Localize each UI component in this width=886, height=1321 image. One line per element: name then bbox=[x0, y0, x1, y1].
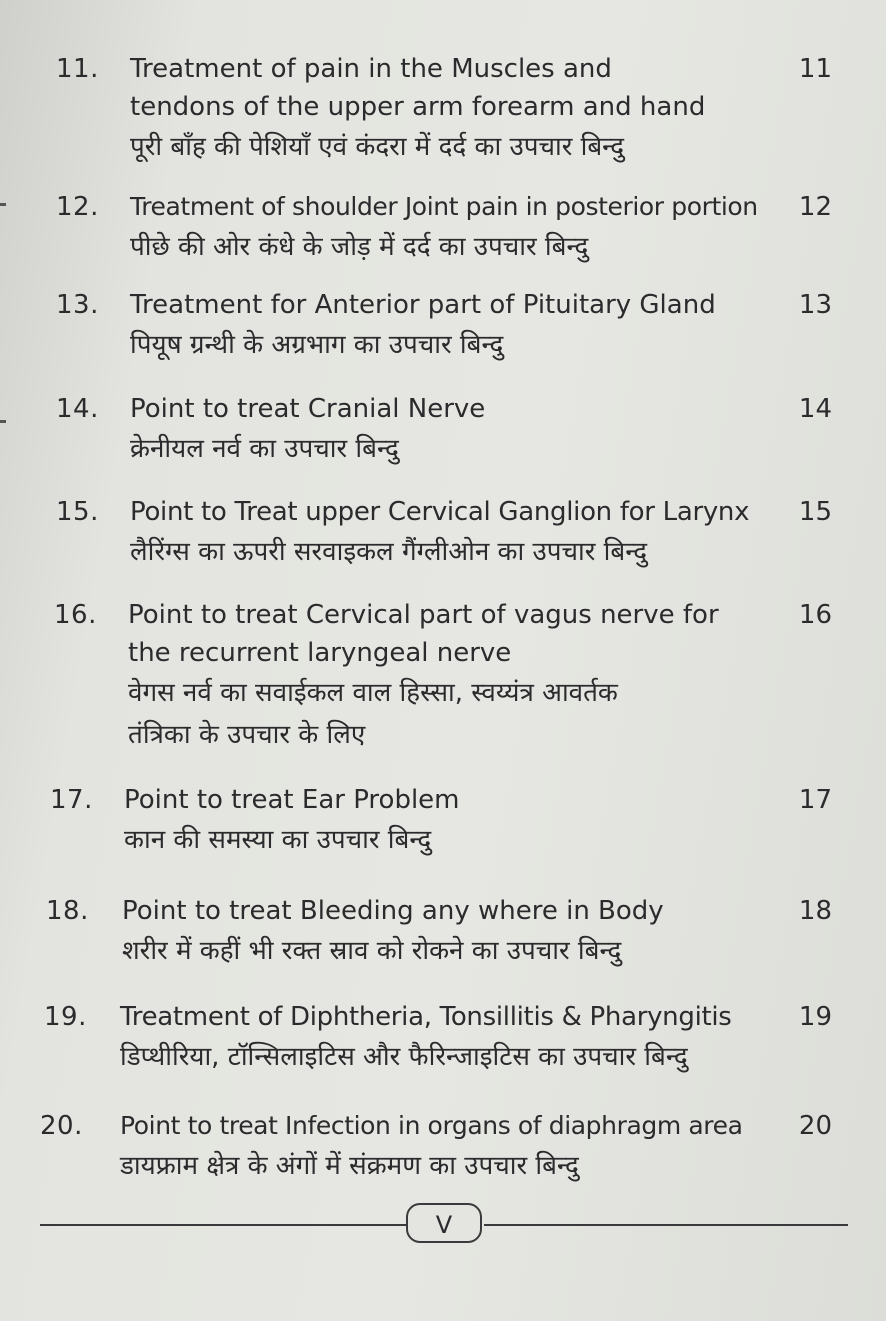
entry-text bbox=[130, 188, 790, 268]
entry-number: 16. bbox=[54, 600, 97, 630]
entry-hindi-line: पियूष ग्रन्थी के अग्रभाग का उपचार बिन्दु bbox=[130, 330, 504, 360]
entry-number: 17. bbox=[50, 785, 93, 815]
entry-text bbox=[120, 1107, 785, 1187]
entry-text bbox=[130, 493, 785, 573]
entry-hindi-line: कान की समस्या का उपचार बिन्दु bbox=[124, 825, 432, 855]
footer-rule-right bbox=[484, 1224, 848, 1226]
entry-number: 11. bbox=[56, 54, 99, 84]
entry-number: 20. bbox=[40, 1111, 83, 1141]
entry-text bbox=[130, 50, 780, 168]
entry-hindi-line: क्रेनीयल नर्व का उपचार बिन्दु bbox=[130, 434, 399, 464]
page-edge-mark bbox=[0, 420, 6, 423]
entry-english-line: Treatment of pain in the Muscles and bbox=[130, 54, 612, 84]
entry-number: 18. bbox=[46, 896, 89, 926]
entry-page-number: 15 bbox=[798, 497, 832, 527]
page-folio: V bbox=[406, 1203, 482, 1243]
entry-number: 12. bbox=[56, 192, 99, 222]
entry-page-number: 12 bbox=[798, 192, 832, 222]
entry-english-line: Treatment for Anterior part of Pituitary Gland bbox=[130, 290, 716, 320]
entry-page-number: 19 bbox=[798, 1002, 832, 1032]
page-edge-mark bbox=[0, 203, 6, 206]
entry-hindi-line: लैरिंग्स का ऊपरी सरवाइकल गैंग्लीओन का उपचार बिन्दु bbox=[130, 537, 648, 567]
entry-text bbox=[130, 286, 780, 366]
entry-english-line: Point to Treat upper Cervical Ganglion for Larynx bbox=[130, 497, 750, 527]
entry-hindi-line: पूरी बाँह की पेशियाँ एवं कंदरा में दर्द का उपचार बिन्दु bbox=[130, 132, 625, 162]
entry-number: 19. bbox=[44, 1002, 87, 1032]
entry-hindi-line: डायफ्राम क्षेत्र के अंगों में संक्रमण का उपचार बिन्दु bbox=[120, 1151, 579, 1181]
entry-text bbox=[120, 998, 785, 1078]
entry-text bbox=[130, 390, 780, 470]
entry-hindi-line: डिप्थीरिया, टॉन्सिलाइटिस और फैरिन्जाइटिस का उपचार बिन्दु bbox=[120, 1042, 688, 1072]
entry-text bbox=[128, 596, 778, 756]
entry-english-line: Treatment of Diphtheria, Tonsillitis & Pharyngitis bbox=[120, 1002, 732, 1032]
entry-hindi-line: शरीर में कहीं भी रक्त स्राव को रोकने का उपचार बिन्दु bbox=[122, 936, 622, 966]
entry-page-number: 16 bbox=[798, 600, 832, 630]
entry-page-number: 13 bbox=[798, 290, 832, 320]
entry-page-number: 14 bbox=[798, 394, 832, 424]
entry-page-number: 18 bbox=[798, 896, 832, 926]
entry-english-line: Point to treat Ear Problem bbox=[124, 785, 460, 815]
entry-english-line: Point to treat Cranial Nerve bbox=[130, 394, 486, 424]
entry-text bbox=[124, 781, 774, 861]
entry-number: 15. bbox=[56, 497, 99, 527]
entry-number: 13. bbox=[56, 290, 99, 320]
entry-hindi-line: वेगस नर्व का सवाईकल वाल हिस्सा, स्वय्यंत्र आवर्तक bbox=[128, 678, 618, 708]
entry-number: 14. bbox=[56, 394, 99, 424]
entry-page-number: 17 bbox=[798, 785, 832, 815]
entry-page-number: 20 bbox=[798, 1111, 832, 1141]
entry-english-line: Point to treat Infection in organs of diaphragm area bbox=[120, 1111, 743, 1140]
entry-page-number: 11 bbox=[798, 54, 832, 84]
entry-hindi-line: तंत्रिका के उपचार के लिए bbox=[128, 720, 366, 750]
entry-text bbox=[122, 892, 772, 972]
entry-english-line: Treatment of shoulder Joint pain in posterior portion bbox=[130, 192, 758, 221]
entry-english-line: Point to treat Bleeding any where in Body bbox=[122, 896, 664, 926]
entry-english-line: tendons of the upper arm forearm and hand bbox=[130, 92, 706, 122]
entry-english-line: the recurrent laryngeal nerve bbox=[128, 638, 512, 668]
entry-english-line: Point to treat Cervical part of vagus nerve for bbox=[128, 600, 719, 630]
footer-rule-left bbox=[40, 1224, 410, 1226]
entry-hindi-line: पीछे की ओर कंधे के जोड़ में दर्द का उपचार बिन्दु bbox=[130, 232, 589, 262]
